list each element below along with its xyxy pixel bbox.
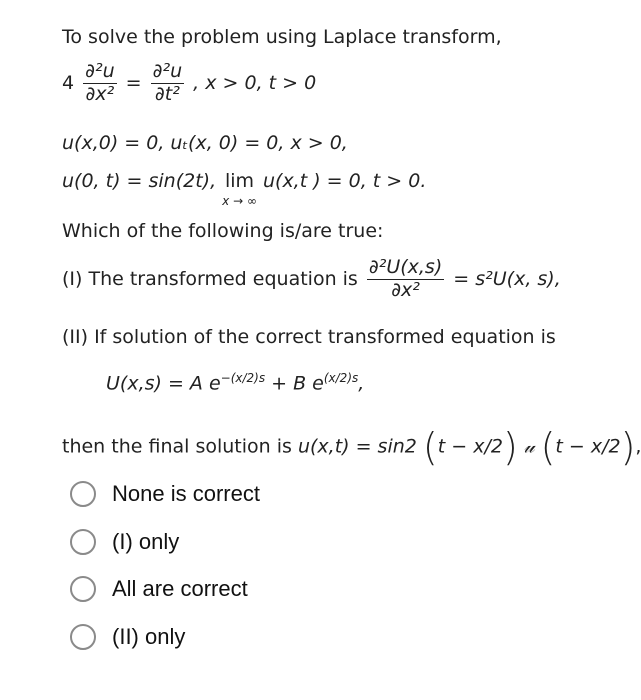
option-label: All are correct (112, 576, 248, 601)
pde-rhs-numerator: ∂²u (152, 60, 183, 82)
final-end: , (635, 435, 641, 458)
stmt2-mid: + B e (265, 372, 324, 395)
intro-text: To solve the problem using Laplace transform, (62, 26, 502, 48)
radio-button-icon[interactable] (70, 481, 96, 507)
option-label: (II) only (112, 624, 186, 649)
option-label: None is correct (112, 481, 260, 506)
question-text: Which of the following is/are true: (62, 220, 384, 242)
bc-part2: u(x,t ) = 0, t > 0. (262, 170, 427, 192)
option-i-only[interactable] (70, 529, 179, 555)
stmt2-exponent-2: (x/2)s (323, 371, 359, 385)
final-prefix: then the final solution is (62, 435, 298, 458)
stmt1-prefix: (I) The transformed equation is (62, 267, 358, 290)
paren-close: ) (502, 425, 518, 469)
stmt2-exponent-1: −(x/2)s (220, 371, 266, 385)
stmt1-suffix: = s²U(x, s), (453, 267, 561, 290)
bc-part1: u(0, t) = sin(2t), (62, 170, 223, 192)
boundary-conditions (62, 170, 426, 208)
option-none-correct[interactable] (70, 481, 260, 507)
unit-step: 𝓊 (523, 435, 535, 458)
option-label: (I) only (112, 529, 180, 554)
transformed-solution (106, 372, 364, 394)
pde-equation (62, 62, 316, 105)
stmt1-fraction (367, 258, 444, 301)
statement-1 (62, 258, 561, 301)
stmt1-numerator: ∂²U(x,s) (368, 256, 443, 278)
pde-lhs-fraction (83, 62, 116, 105)
initial-conditions: u(x,0) = 0, uₜ(x, 0) = 0, x > 0, (62, 132, 348, 154)
final-arg-1: t − x/2 (437, 435, 503, 458)
pde-coefficient: 4 (62, 71, 75, 94)
limit-label: lim (225, 170, 255, 192)
paren-open-2: ( (540, 425, 556, 469)
pde-conditions: , x > 0, t > 0 (193, 71, 317, 94)
statement-2: (II) If solution of the correct transformed equation is (62, 326, 556, 348)
paren-close-2: ) (620, 425, 636, 469)
limit-subscript: x → ∞ (222, 194, 257, 208)
pde-lhs-denominator: ∂x² (85, 82, 115, 105)
final-expr: u(x,t) = sin2 (297, 435, 417, 458)
stmt2-eq-left: U(x,s) = A e (106, 372, 221, 395)
stmt2-end: , (358, 372, 365, 395)
pde-rhs-fraction (151, 62, 184, 105)
paren-open: ( (422, 425, 438, 469)
radio-button-icon[interactable] (70, 576, 96, 602)
option-ii-only[interactable] (70, 624, 185, 650)
option-all-correct[interactable] (70, 576, 248, 602)
final-arg-2: t − x/2 (555, 435, 621, 458)
pde-lhs-numerator: ∂²u (85, 60, 115, 82)
final-solution (62, 425, 641, 469)
radio-button-icon[interactable] (70, 624, 96, 650)
radio-button-icon[interactable] (70, 529, 96, 555)
limit (222, 170, 257, 208)
pde-rhs-denominator: ∂t² (154, 82, 180, 105)
stmt1-denominator: ∂x² (391, 278, 420, 301)
pde-equals: = (125, 71, 142, 94)
